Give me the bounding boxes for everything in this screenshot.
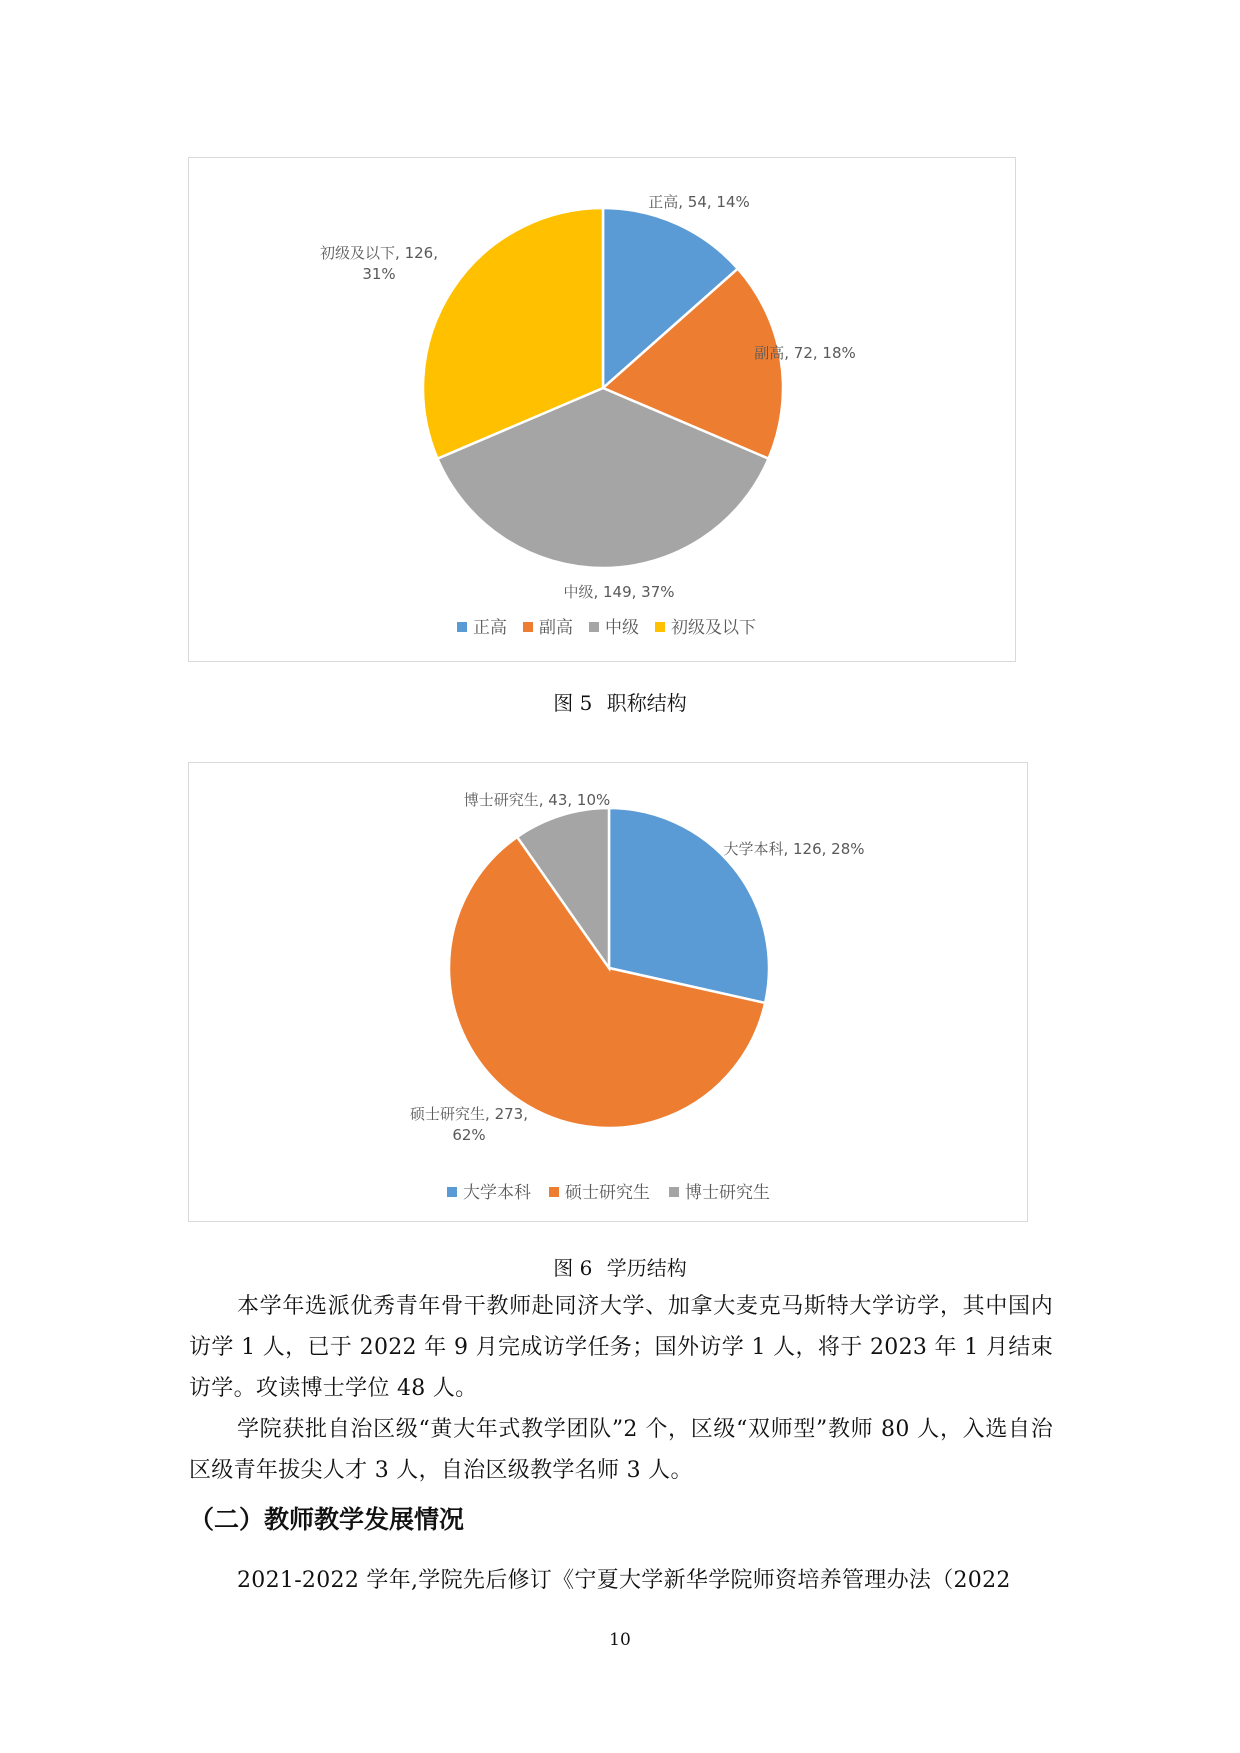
data-label-初级及以下: 初级及以下, 126, 31% (320, 244, 438, 283)
legend-entry-正高 (457, 618, 507, 638)
caption-number: 图 5 (553, 691, 593, 715)
caption-text: 职称结构 (606, 691, 687, 715)
legend-swatch (655, 622, 665, 632)
caption-number: 图 6 (553, 1256, 593, 1280)
data-label-副高: 副高, 72, 18% (754, 344, 856, 362)
legend-swatch (549, 1187, 559, 1197)
legend-label: 初级及以下 (671, 618, 756, 638)
legend-label: 中级 (605, 618, 639, 638)
chart-education-level (188, 762, 1028, 1222)
data-label-中级: 中级, 149, 37% (563, 583, 675, 601)
paragraph-visiting-scholars: 本学年选派优秀青年骨干教师赴同济大学、加拿大麦克马斯特大学访学，其中国内访学 1 人，已于 2022 年 9 月完成访学任务；国外访学 1 人，将于 2023 年 1 月结束访学。攻读博士学位 48 人。 (189, 1294, 1053, 1401)
caption-text: 学历结构 (606, 1256, 687, 1280)
caption-figure-6 (0, 1252, 1240, 1281)
legend-entry-博士研究生 (669, 1183, 770, 1203)
legend-label: 硕士研究生 (565, 1183, 650, 1203)
legend-swatch (447, 1187, 457, 1197)
pie-chart-education-level (189, 763, 1029, 1223)
chart-professional-title (188, 157, 1016, 662)
legend-label: 大学本科 (463, 1183, 531, 1203)
section-heading: （二）教师教学发展情况 (189, 1505, 465, 1534)
paragraph-teacher-development: 2021-2022 学年,学院先后修订《宁夏大学新华学院师资培养管理办法（2022 (237, 1568, 1011, 1593)
legend-entry-副高 (523, 618, 573, 638)
data-label-博士研究生: 博士研究生, 43, 10% (463, 791, 611, 809)
legend-entry-中级 (589, 618, 639, 638)
legend-entry-初级及以下 (655, 618, 756, 638)
legend-label: 副高 (539, 618, 573, 638)
legend-entry-硕士研究生 (549, 1183, 650, 1203)
legend-label: 正高 (473, 618, 507, 638)
data-label-正高: 正高, 54, 14% (648, 193, 750, 211)
legend-swatch (669, 1187, 679, 1197)
data-label-大学本科: 大学本科, 126, 28% (723, 840, 865, 858)
legend-swatch (457, 622, 467, 632)
page-number: 10 (609, 1630, 631, 1650)
legend-swatch (523, 622, 533, 632)
data-label-硕士研究生: 硕士研究生, 273, 62% (410, 1105, 528, 1144)
paragraph-awards: 学院获批自治区级“黄大年式教学团队”2 个，区级“双师型”教师 80 人，入选自治区级青年拔尖人才 3 人，自治区级教学名师 3 人。 (189, 1417, 1053, 1483)
pie-chart-professional-title (189, 158, 1017, 663)
legend-label: 博士研究生 (685, 1183, 770, 1203)
legend-swatch (589, 622, 599, 632)
legend-entry-大学本科 (447, 1183, 531, 1203)
caption-figure-5 (0, 687, 1240, 716)
